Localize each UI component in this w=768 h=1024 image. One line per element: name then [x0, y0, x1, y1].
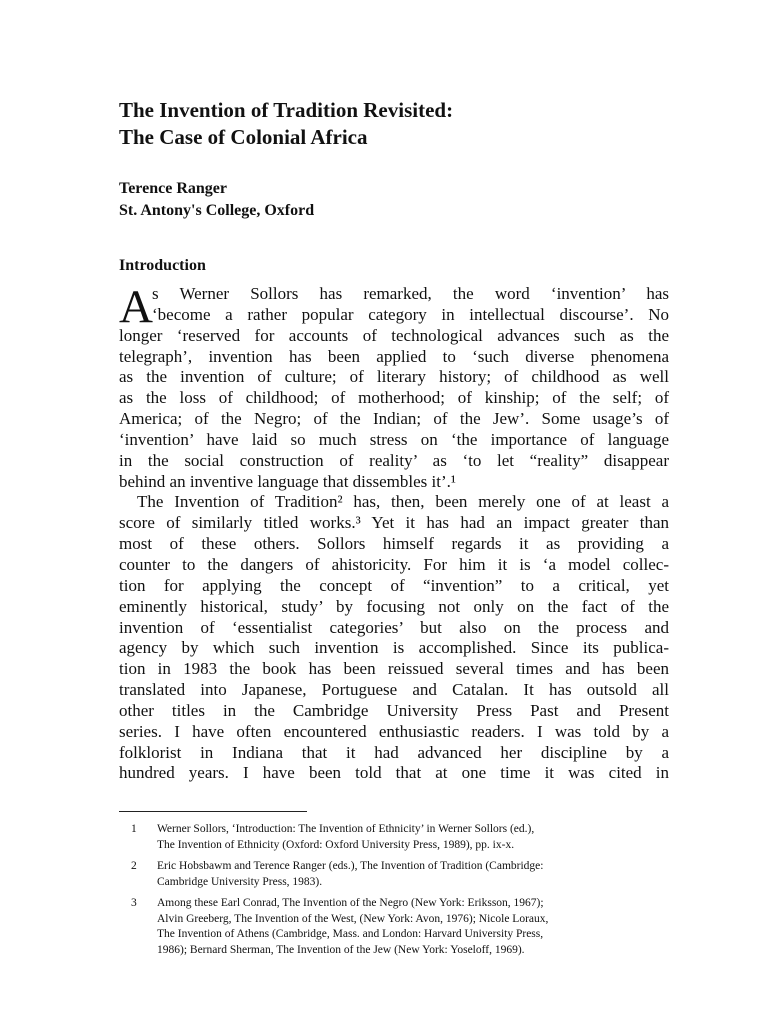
- body-line: longer ‘reserved for accounts of technological advances such as the: [119, 325, 669, 345]
- footnote-line: The Invention of Ethnicity (Oxford: Oxford University Press, 1989), pp. ix-x.: [157, 838, 515, 851]
- footnotes: [119, 822, 649, 964]
- footnote: [119, 896, 649, 958]
- footnote-line: Cambridge University Press, 1983).: [157, 875, 323, 888]
- title-line-1: The Invention of Tradition Revisited:: [119, 98, 454, 122]
- body-line: hundred years. I have been told that at one time it was cited in: [119, 763, 669, 783]
- body-line: as the loss of childhood; of motherhood; of kinship; of the self; of: [119, 388, 669, 408]
- body-line: invention of ‘essentialist categories’ but also on the process and: [119, 617, 669, 637]
- footnote-line: 1986); Bernard Sherman, The Invention of the Jew (New York: Yoseloff, 1969).: [157, 943, 525, 956]
- title-line-2: The Case of Colonial Africa: [119, 125, 368, 149]
- drop-cap: A: [119, 281, 153, 333]
- body-line: ‘invention’ have laid so much stress on ‘the importance of language: [119, 429, 669, 449]
- author-name: Terence Ranger: [119, 180, 227, 197]
- body-line: tion for applying the concept of “invention” to a critical, yet: [119, 575, 669, 595]
- body-line: The Invention of Tradition² has, then, been merely one of at least a: [137, 492, 669, 512]
- body-line: s Werner Sollors has remarked, the word ‘invention’ has: [152, 284, 669, 303]
- body-line: tion in 1983 the book has been reissued several times and has been: [119, 659, 669, 679]
- body-line: America; of the Negro; of the Indian; of the Jew’. Some usage’s of: [119, 409, 669, 429]
- author-affiliation: St. Antony's College, Oxford: [119, 202, 315, 219]
- section-heading: Introduction: [119, 257, 206, 274]
- footnote: [119, 822, 649, 853]
- body-line: folklorist in Indiana that it had advanced her discipline by a: [119, 742, 669, 762]
- footnote-line: Alvin Greeberg, The Invention of the West, (New York: Avon, 1976); Nicole Loraux,: [157, 912, 549, 925]
- footnote-number: 2: [131, 860, 137, 872]
- footnote-line: Werner Sollors, ‘Introduction: The Invention of Ethnicity’ in Werner Sollors (ed.),: [157, 823, 535, 835]
- footnote-number: 1: [131, 823, 137, 835]
- body-line: behind an inventive language that dissembles it’.¹: [119, 471, 456, 491]
- body-line: telegraph’, invention has been applied to ‘such diverse phenomena: [119, 346, 669, 366]
- body-line: agency by which such invention is accomplished. Since its publica-: [119, 638, 669, 658]
- footnote-number: 3: [131, 897, 137, 909]
- body-line: ‘become a rather popular category in intellectual discourse’. No: [152, 304, 669, 324]
- footnote: [119, 859, 649, 890]
- body-line: in the social construction of reality’ as ‘to let “reality” disappear: [119, 450, 669, 470]
- body-line: score of similarly titled works.³ Yet it has had an impact greater than: [119, 513, 669, 533]
- article-title: [119, 97, 453, 151]
- author-block: [119, 178, 314, 222]
- footnote-line: The Invention of Athens (Cambridge, Mass. and London: Harvard University Press,: [157, 928, 544, 940]
- body-line: series. I have often encountered enthusiastic readers. I was told by a: [119, 721, 669, 741]
- body-line: as the invention of culture; of literary history; of childhood as well: [119, 367, 669, 387]
- body-line: most of these others. Sollors himself regards it as providing a: [119, 534, 669, 554]
- body-line: translated into Japanese, Portuguese and Catalan. It has outsold all: [119, 680, 669, 700]
- footnote-line: Among these Earl Conrad, The Invention of the Negro (New York: Eriksson, 1967);: [157, 897, 544, 909]
- body-line: other titles in the Cambridge University Press Past and Present: [119, 700, 669, 720]
- body-line: eminently historical, study’ by focusing not only on the fact of the: [119, 596, 669, 616]
- footnote-line: Eric Hobsbawm and Terence Ranger (eds.), The Invention of Tradition (Cambridge:: [157, 860, 544, 872]
- body-text: [119, 281, 669, 784]
- body-line: counter to the dangers of ahistoricity. For him it is ‘a model collec-: [119, 554, 669, 574]
- footnote-divider: [119, 811, 307, 812]
